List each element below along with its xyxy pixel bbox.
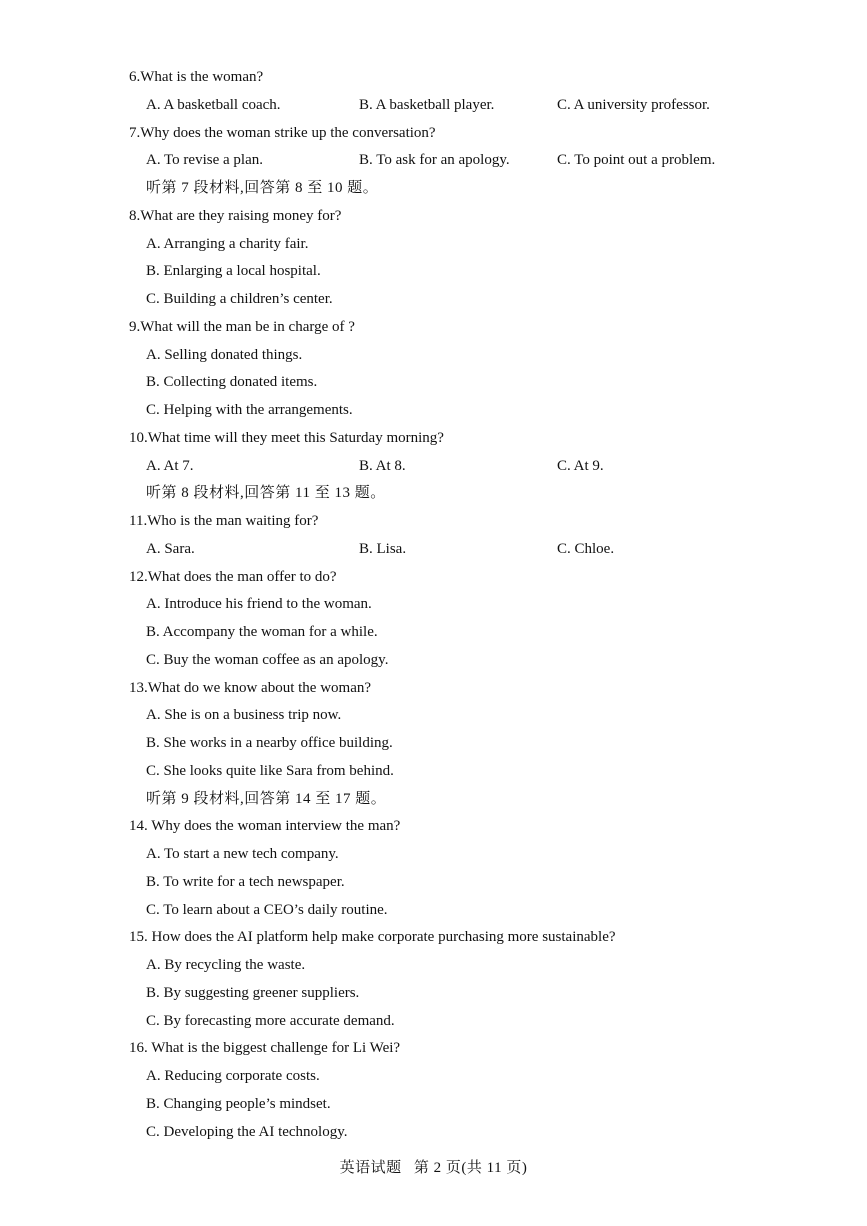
option-c: C. Chloe. [557,541,615,557]
answer-option: B. By suggesting greener suppliers. [146,985,360,1001]
option-b: B. A basketball player. [359,97,495,113]
question-text: 13.What do we know about the woman? [129,680,372,696]
option-a: A. A basketball coach. [146,97,281,113]
answer-option: A. Reducing corporate costs. [146,1068,320,1084]
footer-page-number: 第 2 页(共 11 页) [413,1160,528,1176]
answer-option: C. By forecasting more accurate demand. [146,1013,395,1029]
question-text: 9.What will the man be in charge of ? [129,319,355,335]
section-instruction: 听第 7 段材料,回答第 8 至 10 题。 [146,180,379,196]
answer-option: A. Selling donated things. [146,347,303,363]
answer-option: C. To learn about a CEO’s daily routine. [146,902,388,918]
answer-option: B. Collecting donated items. [146,374,318,390]
question-text: 14. Why does the woman interview the man? [129,818,401,834]
answer-option: C. Helping with the arrangements. [146,402,353,418]
footer-subject: 英语试题 [339,1160,402,1176]
section-instruction: 听第 8 段材料,回答第 11 至 13 题。 [146,485,386,501]
answer-option: B. Enlarging a local hospital. [146,263,321,279]
section-instruction: 听第 9 段材料,回答第 14 至 17 题。 [146,791,387,807]
question-text: 11.Who is the man waiting for? [129,513,319,529]
answer-option: B. She works in a nearby office building. [146,735,393,751]
answer-option: A. Arranging a charity fair. [146,236,309,252]
question-text: 12.What does the man offer to do? [129,569,337,585]
question-text: 7.Why does the woman strike up the conversation? [129,125,436,141]
option-b: B. To ask for an apology. [359,152,510,168]
answer-option: A. By recycling the waste. [146,957,306,973]
answer-option: A. Introduce his friend to the woman. [146,596,372,612]
page-footer [0,1158,867,1178]
option-c: C. To point out a problem. [557,152,716,168]
question-text: 15. How does the AI platform help make corporate purchasing more sustainable? [129,929,616,945]
answer-option: C. Buy the woman coffee as an apology. [146,652,389,668]
option-a: A. Sara. [146,541,195,557]
question-text: 10.What time will they meet this Saturday morning? [129,430,444,446]
option-b: B. At 8. [359,458,406,474]
option-b: B. Lisa. [359,541,407,557]
answer-option: C. Building a children’s center. [146,291,333,307]
question-text: 8.What are they raising money for? [129,208,342,224]
answer-option: A. She is on a business trip now. [146,707,342,723]
question-text: 6.What is the woman? [129,69,264,85]
answer-option: C. Developing the AI technology. [146,1124,348,1140]
answer-option: B. Accompany the woman for a while. [146,624,378,640]
option-a: A. To revise a plan. [146,152,263,168]
option-c: C. A university professor. [557,97,710,113]
option-a: A. At 7. [146,458,194,474]
question-text: 16. What is the biggest challenge for Li Wei? [129,1040,401,1056]
answer-option: B. Changing people’s mindset. [146,1096,331,1112]
answer-option: B. To write for a tech newspaper. [146,874,345,890]
answer-option: A. To start a new tech company. [146,846,339,862]
answer-option: C. She looks quite like Sara from behind. [146,763,394,779]
option-c: C. At 9. [557,458,604,474]
